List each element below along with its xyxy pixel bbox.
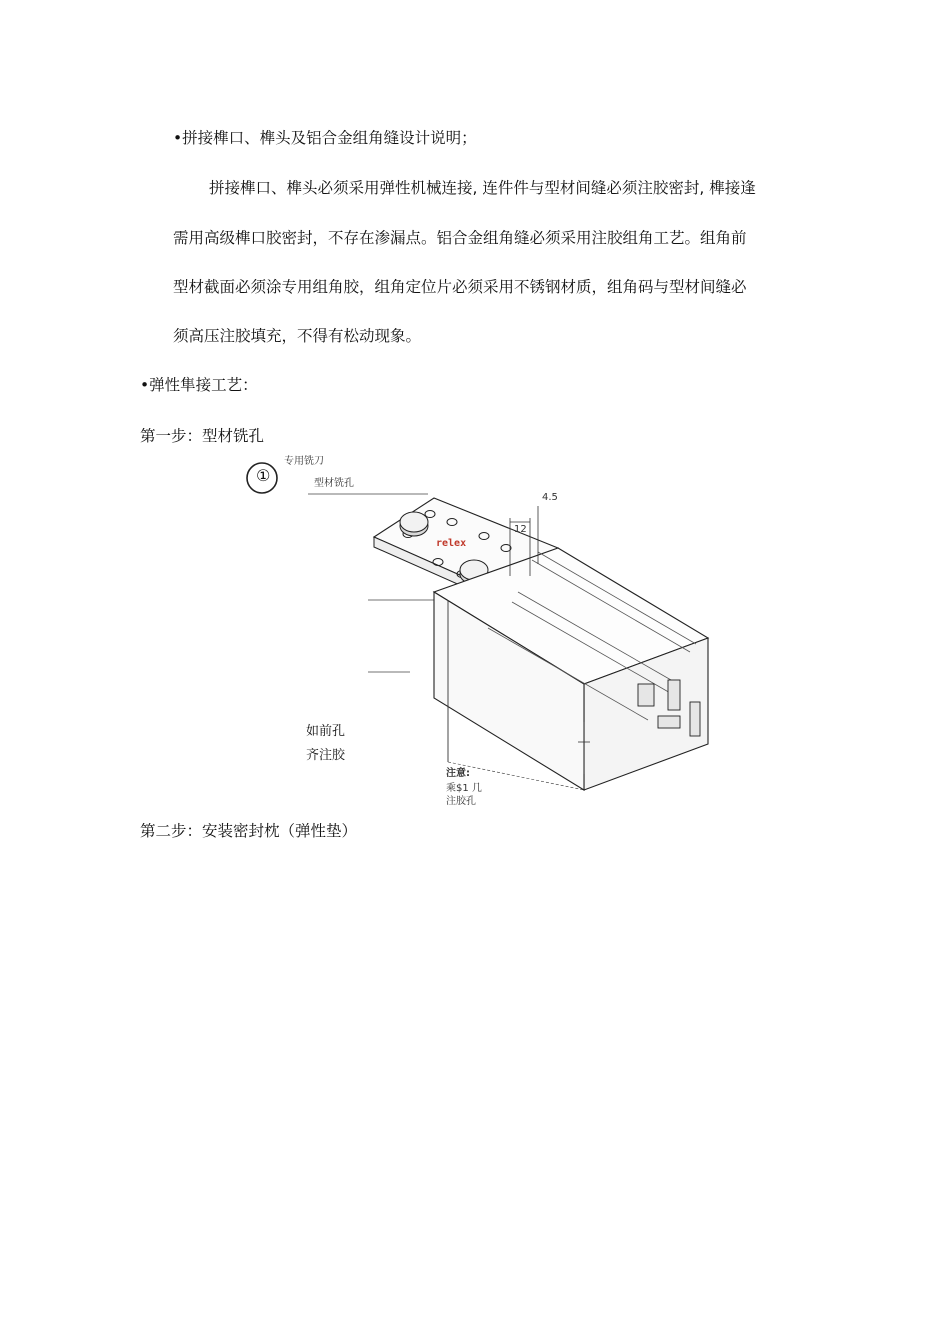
- paragraph-line-2: 需用高级榫口胶密封，不存在渗漏点。铝合金组角缝必须采用注胶组角工艺。组角前: [173, 229, 747, 247]
- label-top-1: 专用铣刀: [284, 456, 324, 467]
- section2-heading: •弹性隼接工艺：: [140, 376, 258, 394]
- note-line-1: 乘$1 几: [446, 783, 482, 794]
- label-left-2: 齐注胶: [306, 748, 346, 763]
- note-line-2: 注胶孔: [446, 796, 476, 807]
- brand-label: relex: [436, 538, 467, 549]
- section1-heading: •拼接榫口、榫头及铝合金组角缝设计说明；: [173, 129, 477, 147]
- paragraph-line-3: 型材截面必须涂专用组角胶，组角定位片必须采用不锈钢材质，组角码与型材间缝必: [173, 278, 747, 296]
- step2-heading: 第二步：安装密封枕（弹性垫）: [140, 822, 358, 840]
- step1-heading: 第一步：型材铣孔: [140, 427, 265, 445]
- note-title: 注意:: [446, 768, 470, 779]
- profile-milling-figure: [238, 452, 718, 808]
- dimension-2: 12: [514, 524, 527, 535]
- label-left-1: 如前孔: [306, 724, 346, 739]
- dimension-1: 4.5: [542, 492, 558, 503]
- label-top-2: 型材铣孔: [314, 478, 354, 489]
- step-number: ①: [256, 466, 271, 485]
- paragraph-line-4: 须高压注胶填充，不得有松动现象。: [173, 327, 422, 345]
- paragraph-line-1: 拼接榫口、榫头必须采用弹性机械连接, 连件件与型材间缝必须注胶密封, 榫接逢: [209, 179, 756, 197]
